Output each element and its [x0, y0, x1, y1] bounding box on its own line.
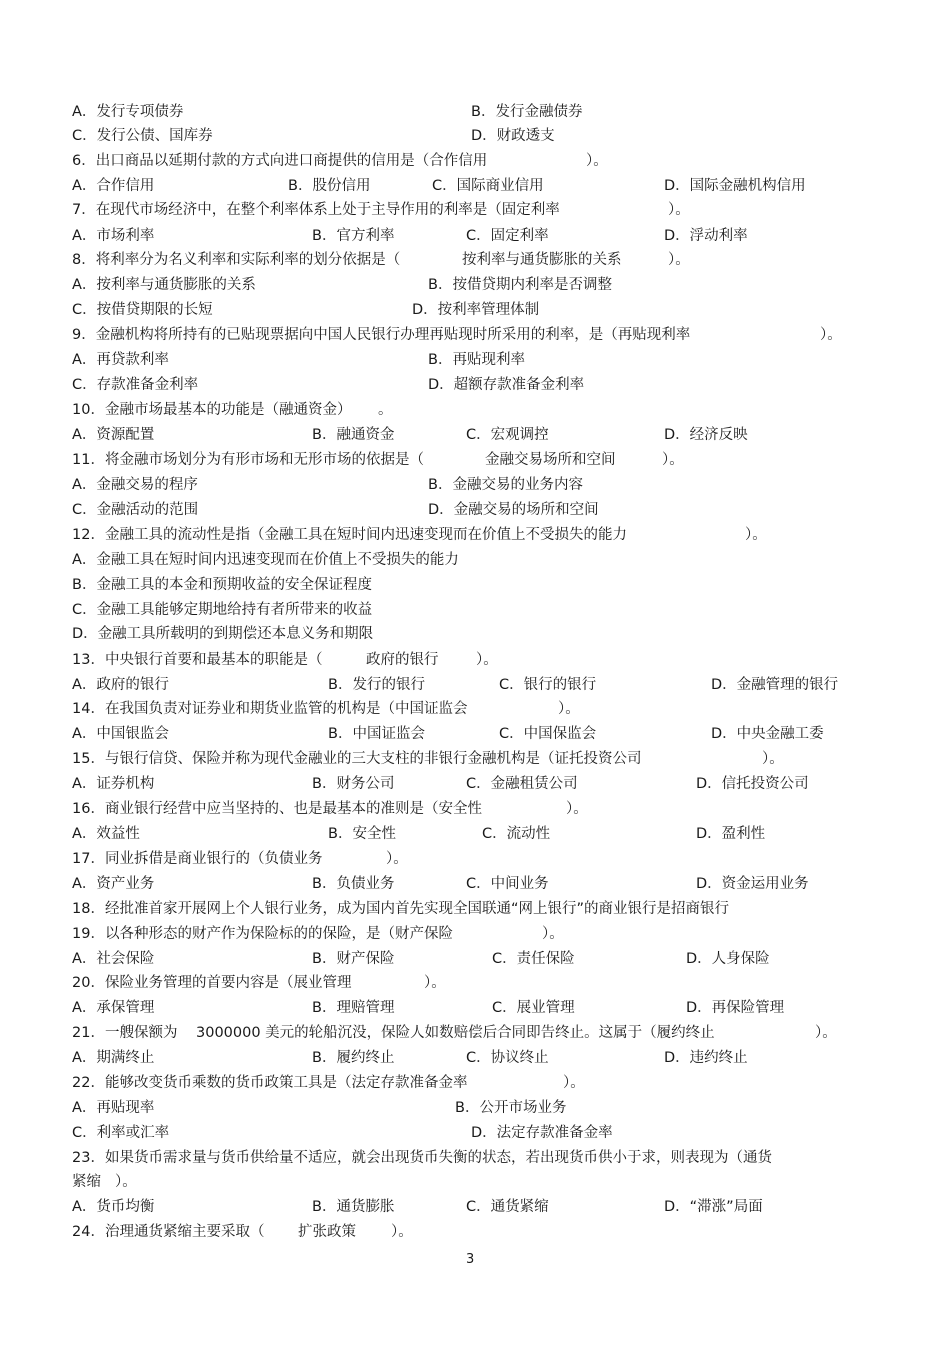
text-segment: ）。: [542, 926, 564, 942]
text-segment: A．社会保险: [72, 951, 155, 967]
text-segment: D．金融工具所载明的到期偿还本息义务和期限: [72, 626, 374, 642]
text-segment: ）。: [762, 751, 784, 767]
text-segment: ）。: [662, 452, 684, 468]
text-line: [0, 448, 950, 472]
text-segment: B．负债业务: [312, 876, 395, 892]
text-segment: A．再贴现率: [72, 1100, 155, 1116]
text-segment: 金融交易场所和空间: [485, 452, 616, 468]
text-segment: 13．中央银行首要和最基本的职能是（: [72, 652, 323, 668]
text-segment: B．融通资金: [312, 427, 395, 443]
text-segment: A．再贷款利率: [72, 352, 169, 368]
text-line: [0, 273, 950, 297]
text-line: [0, 747, 950, 771]
text-line: [0, 822, 950, 846]
text-segment: ）。: [115, 1174, 137, 1190]
text-segment: ）。: [820, 327, 842, 343]
text-segment: ）。: [386, 851, 408, 867]
text-segment: C．固定利率: [466, 228, 549, 244]
text-line: [0, 947, 950, 971]
text-line: [0, 971, 950, 995]
text-line: [0, 1046, 950, 1070]
text-line: [0, 1220, 950, 1244]
text-line: [0, 473, 950, 497]
text-segment: 8．将利率分为名义利率和实际利率的划分依据是（: [72, 252, 401, 268]
text-segment: ）。: [586, 153, 608, 169]
text-segment: A．效益性: [72, 826, 140, 842]
text-segment: C．按借贷期限的长短: [72, 302, 213, 318]
text-line: [0, 897, 950, 921]
text-segment: B．中国证监会: [328, 726, 425, 742]
text-segment: ）。: [815, 1025, 837, 1041]
text-segment: D．再保险管理: [686, 1000, 785, 1016]
text-line: [0, 648, 950, 672]
text-line: [0, 1071, 950, 1095]
text-line: [0, 198, 950, 222]
text-segment: B．金融交易的业务内容: [428, 477, 583, 493]
text-line: [0, 996, 950, 1020]
text-segment: B．财产保险: [312, 951, 395, 967]
text-segment: 政府的银行: [366, 652, 439, 668]
text-line: [0, 598, 950, 622]
text-segment: 9．金融机构将所持有的已贴现票据向中国人民银行办理再贴现时所采用的利率，是（再贴现利率: [72, 327, 691, 343]
text-line: [0, 673, 950, 697]
text-segment: B．再贴现利率: [428, 352, 525, 368]
text-line: [0, 697, 950, 721]
text-segment: A．发行专项债券: [72, 104, 184, 120]
text-segment: ）。: [668, 202, 690, 218]
text-segment: ）。: [745, 527, 767, 543]
text-line: [0, 124, 950, 148]
text-line: [0, 398, 950, 422]
text-line: [0, 248, 950, 272]
text-segment: C．利率或汇率: [72, 1125, 170, 1141]
text-segment: 扩张政策: [298, 1224, 356, 1240]
text-segment: D．违约终止: [664, 1050, 748, 1066]
text-segment: ）。: [563, 1075, 585, 1091]
text-segment: A．政府的银行: [72, 677, 169, 693]
text-segment: A．货币均衡: [72, 1199, 155, 1215]
text-segment: 16．商业银行经营中应当坚持的、也是最基本的准则是（安全性: [72, 801, 482, 817]
text-segment: C．协议终止: [466, 1050, 549, 1066]
text-segment: A．按利率与通货膨胀的关系: [72, 277, 256, 293]
text-segment: 19．以各种形态的财产作为保险标的的保险，是（财产保险: [72, 926, 453, 942]
text-segment: B．按借贷期内利率是否调整: [428, 277, 612, 293]
text-segment: C．中间业务: [466, 876, 549, 892]
text-segment: 17．同业拆借是商业银行的（负债业务: [72, 851, 323, 867]
text-segment: D．信托投资公司: [696, 776, 809, 792]
text-line: [0, 922, 950, 946]
text-line: [0, 772, 950, 796]
text-segment: 23．如果货币需求量与货币供给量不适应，就会出现货币失衡的状态，若出现货币供小于求，则表现为（通货: [72, 1150, 772, 1166]
text-segment: B．财务公司: [312, 776, 395, 792]
text-segment: 18．经批准首家开展网上个人银行业务，成为国内首先实现全国联通“网上银行”的商业银行是招商银行: [72, 901, 729, 917]
text-segment: D．资金运用业务: [696, 876, 809, 892]
text-line: [0, 224, 950, 248]
text-line: [0, 498, 950, 522]
text-segment: C．通货紧缩: [466, 1199, 549, 1215]
text-segment: D．金融交易的场所和空间: [428, 502, 599, 518]
text-segment: C．金融工具能够定期地给持有者所带来的收益: [72, 602, 373, 618]
text-line: [0, 1096, 950, 1120]
text-line: [0, 872, 950, 896]
text-segment: C．展业管理: [492, 1000, 575, 1016]
text-segment: A．承保管理: [72, 1000, 155, 1016]
text-segment: D．人身保险: [686, 951, 770, 967]
text-segment: D．法定存款准备金率: [471, 1125, 613, 1141]
text-segment: C．发行公债、国库券: [72, 128, 213, 144]
text-line: [0, 174, 950, 198]
text-segment: A．合作信用: [72, 178, 155, 194]
text-line: [0, 1195, 950, 1219]
text-line: [0, 1146, 950, 1170]
text-line: [0, 1021, 950, 1045]
text-segment: B．公开市场业务: [455, 1100, 567, 1116]
text-segment: 。: [378, 402, 393, 418]
text-segment: A．市场利率: [72, 228, 155, 244]
text-segment: C．中国保监会: [499, 726, 597, 742]
text-segment: B．履约终止: [312, 1050, 395, 1066]
text-segment: 21．一艘保额为: [72, 1025, 178, 1041]
text-segment: B．通货膨胀: [312, 1199, 395, 1215]
page-number: 3: [466, 1252, 475, 1267]
text-line: [0, 797, 950, 821]
text-line: [0, 323, 950, 347]
text-segment: C．国际商业信用: [432, 178, 544, 194]
text-segment: 紧缩: [72, 1174, 101, 1190]
text-segment: 12．金融工具的流动性是指（金融工具在短时间内迅速变现而在价值上不受损失的能力: [72, 527, 627, 543]
text-segment: C．金融活动的范围: [72, 502, 199, 518]
text-line: [0, 548, 950, 572]
text-segment: A．金融工具在短时间内迅速变现而在价值上不受损失的能力: [72, 552, 459, 568]
text-segment: B．发行的银行: [328, 677, 425, 693]
text-segment: 20．保险业务管理的首要内容是（展业管理: [72, 975, 352, 991]
text-line: [0, 573, 950, 597]
text-line: [0, 100, 950, 124]
text-segment: 3000000 美元的轮船沉没，保险人如数赔偿后合同即告终止。这属于（履约终止: [196, 1025, 715, 1041]
text-segment: D．“滞涨”局面: [664, 1199, 763, 1215]
text-segment: C．责任保险: [492, 951, 575, 967]
text-segment: 10．金融市场最基本的功能是（融通资金）: [72, 402, 352, 418]
text-segment: B．安全性: [328, 826, 396, 842]
text-segment: D．财政透支: [471, 128, 555, 144]
text-line: [0, 523, 950, 547]
text-segment: B．股份信用: [288, 178, 371, 194]
text-segment: C．存款准备金利率: [72, 377, 199, 393]
text-segment: C．银行的银行: [499, 677, 597, 693]
text-line: [0, 722, 950, 746]
text-segment: 按利率与通货膨胀的关系: [462, 252, 622, 268]
text-segment: B．发行金融债券: [471, 104, 583, 120]
text-segment: D．中央金融工委: [711, 726, 824, 742]
text-segment: D．盈利性: [696, 826, 766, 842]
text-segment: ）。: [668, 252, 690, 268]
text-segment: D．国际金融机构信用: [664, 178, 806, 194]
text-segment: ）。: [558, 701, 580, 717]
text-line: [0, 423, 950, 447]
text-segment: D．经济反映: [664, 427, 748, 443]
text-line: [0, 373, 950, 397]
text-segment: A．中国银监会: [72, 726, 169, 742]
text-segment: A．金融交易的程序: [72, 477, 198, 493]
text-segment: B．理赔管理: [312, 1000, 395, 1016]
text-segment: 24．治理通货紧缩主要采取（: [72, 1224, 265, 1240]
text-line: [0, 847, 950, 871]
text-segment: ）。: [476, 652, 498, 668]
text-segment: C．金融租赁公司: [466, 776, 578, 792]
text-segment: B．金融工具的本金和预期收益的安全保证程度: [72, 577, 372, 593]
text-line: [0, 622, 950, 646]
text-segment: 14．在我国负责对证券业和期货业监管的机构是（中国证监会: [72, 701, 468, 717]
text-segment: ）。: [566, 801, 588, 817]
text-segment: A．资源配置: [72, 427, 155, 443]
text-segment: A．期满终止: [72, 1050, 155, 1066]
text-segment: D．金融管理的银行: [711, 677, 839, 693]
text-segment: A．证券机构: [72, 776, 155, 792]
text-segment: 22．能够改变货币乘数的货币政策工具是（法定存款准备金率: [72, 1075, 468, 1091]
text-segment: D．超额存款准备金利率: [428, 377, 585, 393]
text-line: [0, 348, 950, 372]
text-line: [0, 1121, 950, 1145]
text-line: [0, 298, 950, 322]
text-segment: C．宏观调控: [466, 427, 549, 443]
text-segment: C．流动性: [482, 826, 551, 842]
text-segment: ）。: [424, 975, 446, 991]
text-line: [0, 1170, 950, 1194]
text-segment: ）。: [391, 1224, 413, 1240]
text-segment: 15．与银行信贷、保险并称为现代金融业的三大支柱的非银行金融机构是（证托投资公司: [72, 751, 642, 767]
text-segment: D．按利率管理体制: [412, 302, 540, 318]
text-segment: 6．出口商品以延期付款的方式向进口商提供的信用是（合作信用: [72, 153, 488, 169]
text-line: [0, 149, 950, 173]
text-segment: 11．将金融市场划分为有形市场和无形市场的依据是（: [72, 452, 424, 468]
text-segment: A．资产业务: [72, 876, 155, 892]
text-segment: D．浮动利率: [664, 228, 748, 244]
text-segment: B．官方利率: [312, 228, 395, 244]
text-segment: 7．在现代市场经济中，在整个利率体系上处于主导作用的利率是（固定利率: [72, 202, 560, 218]
